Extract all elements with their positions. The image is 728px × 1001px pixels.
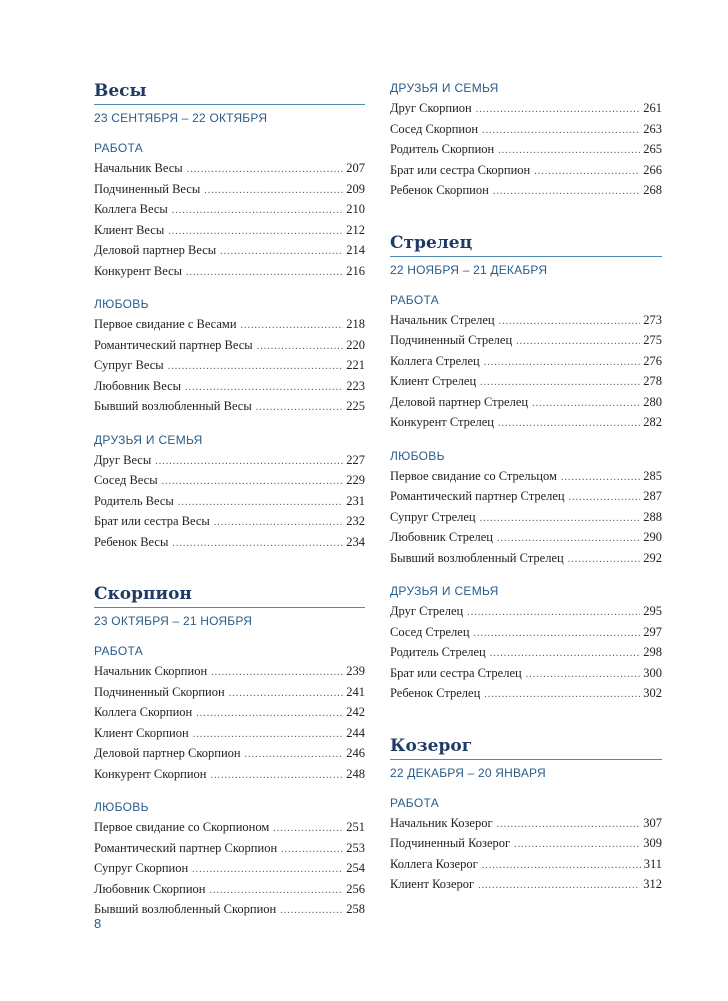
toc-entry[interactable] <box>94 262 365 283</box>
entry-label: Романтический партнер Стрелец <box>390 489 565 503</box>
entry-label: Любовник Стрелец <box>390 530 493 544</box>
entry-page-number: 209 <box>346 181 365 196</box>
entry-page-number: 265 <box>643 142 662 156</box>
entry-page-number: 254 <box>346 861 365 875</box>
entry-label: Родитель Стрелец <box>390 645 486 659</box>
entry-page-number: 275 <box>643 333 662 347</box>
toc-entry[interactable] <box>94 744 365 765</box>
dot-leader <box>467 604 640 623</box>
dot-leader <box>516 333 640 352</box>
dot-leader <box>220 243 343 262</box>
toc-entry[interactable] <box>94 662 365 683</box>
entry-label: Подчиненный Козерог <box>390 836 511 850</box>
entry-page-number: 280 <box>643 394 662 409</box>
dot-leader <box>256 399 343 418</box>
entry-label: Любовник Весы <box>94 378 182 393</box>
dot-leader <box>192 861 343 880</box>
entry-label: Начальник Скорпион <box>94 664 208 678</box>
entry-label: Клиент Весы <box>94 222 165 237</box>
toc-entry[interactable] <box>94 512 365 533</box>
dot-leader <box>245 746 344 765</box>
toc-group <box>94 432 365 554</box>
entry-page-number: 282 <box>643 415 662 429</box>
dot-leader <box>281 841 343 860</box>
toc-entry[interactable] <box>94 159 365 180</box>
group-title: ЛЮБОВЬ <box>94 297 149 311</box>
toc-entry[interactable] <box>390 393 662 414</box>
toc-entry[interactable] <box>390 331 662 352</box>
entry-page-number: 266 <box>643 162 662 177</box>
zodiac-dates: 23 СЕНТЯБРЯ – 22 ОКТЯБРЯ <box>94 111 268 125</box>
entry-page-number: 239 <box>346 664 365 678</box>
group-title: ЛЮБОВЬ <box>94 800 149 814</box>
entry-label: Деловой партнер Весы <box>94 243 217 257</box>
entry-page-number: 309 <box>643 836 662 850</box>
entry-page-number: 311 <box>643 856 662 871</box>
entry-label: Брат или сестра Скорпион <box>390 162 531 177</box>
entry-label: Клиент Козерог <box>390 877 475 891</box>
zodiac-dates: 22 НОЯБРЯ – 21 ДЕКАБРЯ <box>390 262 548 277</box>
dot-leader <box>482 857 641 876</box>
entry-label: Романтический партнер Весы <box>94 337 253 352</box>
dot-leader <box>214 514 343 533</box>
dot-leader <box>561 469 640 488</box>
dot-leader <box>185 379 343 398</box>
entry-label: Супруг Стрелец <box>390 509 476 524</box>
toc-entry[interactable] <box>94 880 365 901</box>
dot-leader <box>241 317 344 336</box>
dot-leader <box>490 645 641 664</box>
zodiac-title: Весы <box>94 81 147 101</box>
dot-leader <box>229 685 344 704</box>
dot-leader <box>474 625 641 644</box>
divider <box>94 607 365 608</box>
zodiac-section <box>94 583 365 921</box>
entry-label: Ребенок Весы <box>94 534 169 549</box>
toc-entry[interactable] <box>94 336 365 357</box>
entry-label: Первое свидание со Стрельцом <box>390 468 557 483</box>
entry-label: Супруг Весы <box>94 358 164 372</box>
entry-page-number: 253 <box>346 840 365 855</box>
entry-page-number: 251 <box>346 820 365 834</box>
dot-leader <box>526 666 641 685</box>
group-title: РАБОТА <box>94 141 144 155</box>
entry-page-number: 246 <box>346 746 365 760</box>
dot-leader <box>155 453 343 472</box>
dot-leader <box>497 530 640 549</box>
entry-page-number: 307 <box>643 815 662 830</box>
entry-page-number: 221 <box>346 358 365 372</box>
dot-leader <box>493 183 640 202</box>
entry-page-number: 223 <box>346 378 365 393</box>
entry-page-number: 225 <box>346 399 365 413</box>
toc-entry[interactable] <box>390 684 662 705</box>
entry-label: Коллега Весы <box>94 202 168 216</box>
entry-label: Подчиненный Весы <box>94 181 201 196</box>
entry-label: Первое свидание со Скорпионом <box>94 820 270 834</box>
toc-entry[interactable] <box>94 839 365 860</box>
entry-page-number: 212 <box>346 222 365 237</box>
entry-page-number: 220 <box>346 337 365 352</box>
dot-leader <box>280 902 343 921</box>
entry-page-number: 276 <box>643 353 662 368</box>
toc-group <box>390 292 662 434</box>
dot-leader <box>569 489 641 508</box>
toc-entry[interactable] <box>390 467 662 488</box>
dot-leader <box>478 877 640 896</box>
zodiac-section <box>94 80 365 553</box>
entry-label: Конкурент Стрелец <box>390 415 494 429</box>
entry-page-number: 261 <box>643 101 662 115</box>
toc-entry[interactable] <box>94 356 365 377</box>
toc-entry[interactable] <box>390 508 662 529</box>
group-title: ДРУЗЬЯ И СЕМЬЯ <box>390 81 499 95</box>
entry-page-number: 263 <box>643 121 662 136</box>
toc-entry[interactable] <box>390 855 662 876</box>
entry-page-number: 232 <box>346 514 365 528</box>
dot-leader <box>534 163 640 182</box>
entry-label: Коллега Скорпион <box>94 705 193 719</box>
dot-leader <box>273 820 343 839</box>
toc-entry[interactable] <box>390 834 662 855</box>
entry-label: Родитель Скорпион <box>390 142 495 156</box>
dot-leader <box>482 122 640 141</box>
entry-page-number: 256 <box>346 881 365 896</box>
entry-label: Бывший возлюбленный Весы <box>94 399 252 413</box>
toc-group <box>94 799 365 921</box>
entry-page-number: 288 <box>643 509 662 524</box>
entry-page-number: 278 <box>643 374 662 388</box>
toc-group <box>390 795 662 896</box>
entry-label: Друг Стрелец <box>390 604 464 618</box>
entry-label: Начальник Весы <box>94 161 183 175</box>
toc-entry[interactable] <box>390 120 662 141</box>
entry-label: Бывший возлюбленный Стрелец <box>390 550 564 565</box>
dot-leader <box>168 358 344 377</box>
dot-leader <box>193 726 344 745</box>
zodiac-section <box>390 735 662 896</box>
entry-label: Ребенок Скорпион <box>390 183 489 197</box>
entry-label: Брат или сестра Стрелец <box>390 665 522 680</box>
entry-page-number: 258 <box>346 902 365 916</box>
toc-entry[interactable] <box>390 352 662 373</box>
toc-group <box>390 448 662 570</box>
toc-entry[interactable] <box>390 664 662 685</box>
group-title: ЛЮБОВЬ <box>390 448 445 463</box>
group-title: РАБОТА <box>390 795 440 810</box>
entry-page-number: 242 <box>346 705 365 719</box>
entry-label: Первое свидание с Весами <box>94 317 237 331</box>
entry-page-number: 292 <box>643 550 662 565</box>
toc-entry[interactable] <box>390 161 662 182</box>
group-title: ДРУЗЬЯ И СЕМЬЯ <box>94 432 203 447</box>
entry-label: Начальник Козерог <box>390 815 493 830</box>
toc-entry[interactable] <box>390 487 662 508</box>
toc-entry[interactable] <box>94 241 365 262</box>
entry-label: Супруг Скорпион <box>94 861 189 875</box>
zodiac-section <box>390 80 662 202</box>
entry-label: Конкурент Скорпион <box>94 766 207 781</box>
toc-group <box>94 643 365 785</box>
toc-group <box>94 140 365 282</box>
toc-entry[interactable] <box>94 397 365 418</box>
zodiac-title: Стрелец <box>390 232 473 253</box>
toc-entry[interactable] <box>94 221 365 242</box>
entry-label: Клиент Стрелец <box>390 374 477 388</box>
entry-label: Брат или сестра Весы <box>94 514 210 528</box>
entry-page-number: 227 <box>346 452 365 467</box>
entry-page-number: 298 <box>643 645 662 659</box>
divider <box>390 256 662 257</box>
dot-leader <box>168 223 343 242</box>
zodiac-dates: 22 ДЕКАБРЯ – 20 ЯНВАРЯ <box>390 765 546 780</box>
dot-leader <box>499 313 641 332</box>
dot-leader <box>162 473 344 492</box>
dot-leader <box>210 882 344 901</box>
entry-label: Сосед Весы <box>94 473 158 487</box>
group-title: РАБОТА <box>94 644 144 658</box>
divider <box>94 104 365 105</box>
entry-label: Конкурент Весы <box>94 263 183 278</box>
entry-label: Начальник Стрелец <box>390 312 495 327</box>
toc-column-left <box>94 80 365 951</box>
toc-entry[interactable] <box>94 377 365 398</box>
entry-page-number: 207 <box>346 161 365 175</box>
entry-label: Романтический партнер Скорпион <box>94 840 278 855</box>
zodiac-title: Скорпион <box>94 584 192 604</box>
entry-page-number: 210 <box>346 202 365 216</box>
toc-group <box>390 583 662 705</box>
dot-leader <box>187 161 344 180</box>
toc-entry[interactable] <box>94 765 365 786</box>
dot-leader <box>476 101 641 120</box>
toc-entry[interactable] <box>94 703 365 724</box>
toc-entry[interactable] <box>94 683 365 704</box>
dot-leader <box>196 705 343 724</box>
entry-page-number: 244 <box>346 725 365 740</box>
dot-leader <box>497 816 641 835</box>
entry-page-number: 297 <box>643 624 662 639</box>
toc-entry[interactable] <box>390 602 662 623</box>
dot-leader <box>568 551 641 570</box>
entry-page-number: 273 <box>643 312 662 327</box>
entry-page-number: 290 <box>643 530 662 544</box>
toc-entry[interactable] <box>390 643 662 664</box>
entry-label: Деловой партнер Скорпион <box>94 746 241 760</box>
entry-page-number: 214 <box>346 243 365 257</box>
toc-entry[interactable] <box>94 471 365 492</box>
entry-label: Ребенок Стрелец <box>390 686 481 700</box>
dot-leader <box>514 836 640 855</box>
entry-page-number: 285 <box>643 468 662 483</box>
dot-leader <box>186 264 343 283</box>
toc-group <box>390 80 662 202</box>
entry-label: Коллега Стрелец <box>390 353 480 368</box>
toc-entry[interactable] <box>390 413 662 434</box>
toc-entry[interactable] <box>390 549 662 570</box>
toc-entry[interactable] <box>94 180 365 201</box>
toc-entry[interactable] <box>94 859 365 880</box>
toc-entry[interactable] <box>94 200 365 221</box>
toc-entry[interactable] <box>94 818 365 839</box>
entry-label: Любовник Скорпион <box>94 881 206 896</box>
entry-label: Родитель Весы <box>94 493 174 508</box>
dot-leader <box>211 664 343 683</box>
toc-entry[interactable] <box>94 724 365 745</box>
zodiac-section <box>390 232 662 705</box>
dot-leader <box>498 415 640 434</box>
toc-entry[interactable] <box>94 315 365 336</box>
toc-entry[interactable] <box>390 140 662 161</box>
entry-page-number: 312 <box>643 877 662 891</box>
zodiac-title: Козерог <box>390 735 473 756</box>
entry-page-number: 300 <box>643 665 662 680</box>
group-title: РАБОТА <box>390 292 440 307</box>
entry-label: Бывший возлюбленный Скорпион <box>94 902 277 916</box>
entry-page-number: 268 <box>643 183 662 197</box>
toc-entry[interactable] <box>94 900 365 921</box>
toc-entry[interactable] <box>390 528 662 549</box>
toc-entry[interactable] <box>94 492 365 513</box>
dot-leader <box>172 535 343 554</box>
entry-label: Сосед Скорпион <box>390 121 479 136</box>
toc-entry[interactable] <box>390 372 662 393</box>
toc-entry[interactable] <box>390 623 662 644</box>
toc-entry[interactable] <box>94 451 365 472</box>
dot-leader <box>257 338 344 357</box>
entry-label: Клиент Скорпион <box>94 725 189 740</box>
group-title: ДРУЗЬЯ И СЕМЬЯ <box>390 584 499 598</box>
entry-page-number: 234 <box>346 534 365 549</box>
entry-page-number: 229 <box>346 473 365 487</box>
toc-group <box>94 296 365 418</box>
divider <box>390 759 662 760</box>
entry-page-number: 295 <box>643 604 662 618</box>
entry-label: Подчиненный Стрелец <box>390 333 513 347</box>
toc-entry[interactable] <box>390 311 662 332</box>
dot-leader <box>172 202 343 221</box>
dot-leader <box>204 182 343 201</box>
entry-label: Деловой партнер Стрелец <box>390 394 529 409</box>
dot-leader <box>498 142 640 161</box>
dot-leader <box>480 374 640 393</box>
dot-leader <box>532 395 640 414</box>
entry-label: Друг Скорпион <box>390 101 472 115</box>
toc-entry[interactable] <box>390 181 662 202</box>
toc-entry[interactable] <box>390 814 662 835</box>
dot-leader <box>484 354 641 373</box>
dot-leader <box>480 510 641 529</box>
entry-page-number: 287 <box>643 489 662 503</box>
entry-page-number: 241 <box>346 684 365 699</box>
dot-leader <box>484 686 640 705</box>
toc-column-right <box>390 80 662 926</box>
toc-entry[interactable] <box>94 533 365 554</box>
dot-leader <box>210 767 343 786</box>
entry-page-number: 231 <box>346 493 365 508</box>
page-number: 8 <box>94 916 102 931</box>
toc-entry[interactable] <box>390 99 662 120</box>
entry-page-number: 302 <box>643 686 662 700</box>
zodiac-dates: 23 ОКТЯБРЯ – 21 НОЯБРЯ <box>94 614 253 628</box>
entry-label: Сосед Стрелец <box>390 624 470 639</box>
toc-entry[interactable] <box>390 875 662 896</box>
dot-leader <box>178 494 343 513</box>
entry-label: Друг Весы <box>94 452 152 467</box>
entry-page-number: 248 <box>346 766 365 781</box>
entry-label: Коллега Козерог <box>390 856 478 871</box>
entry-label: Подчиненный Скорпион <box>94 684 225 699</box>
entry-page-number: 218 <box>346 317 365 331</box>
entry-page-number: 216 <box>346 263 365 278</box>
